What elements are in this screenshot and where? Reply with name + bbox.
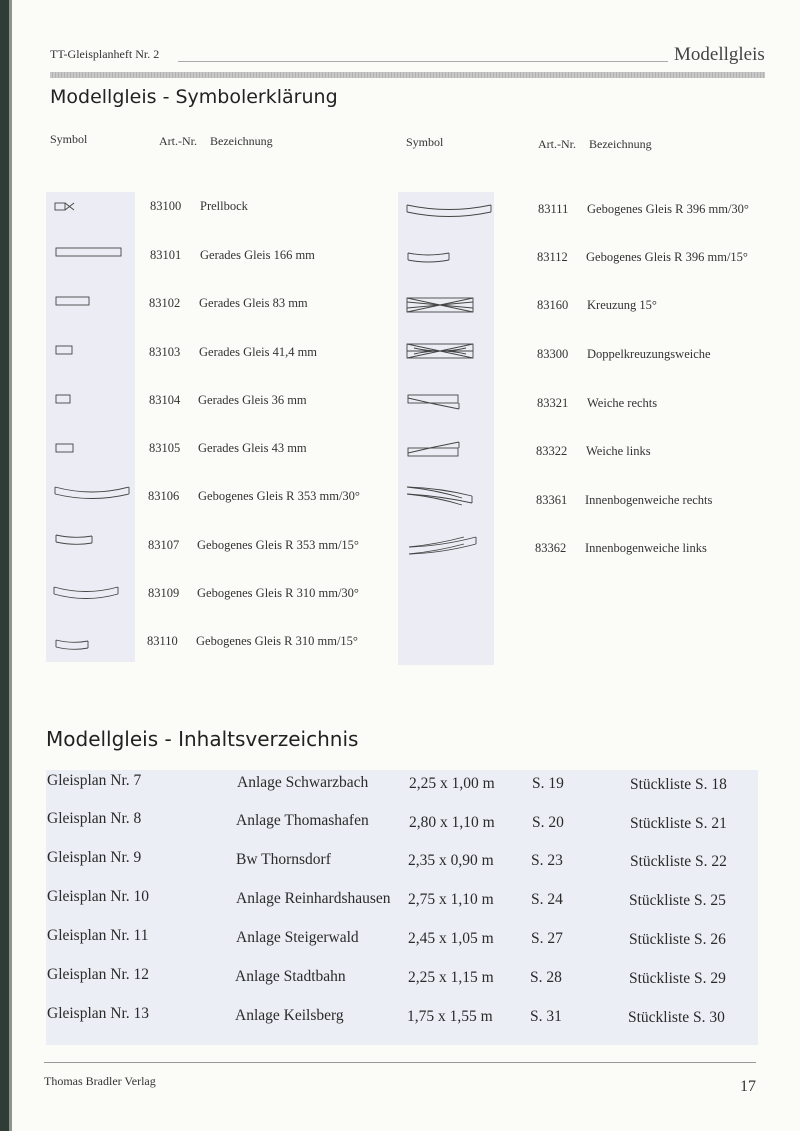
book-spine xyxy=(0,0,9,1131)
straight-track-icon xyxy=(55,295,91,309)
art-nr: 83101 xyxy=(150,248,182,262)
bezeichnung: Doppelkreuzungsweiche xyxy=(587,347,711,361)
toc-parts-list: Stückliste S. 26 xyxy=(629,931,726,948)
toc-plan: Gleisplan Nr. 9 xyxy=(47,849,142,866)
toc-parts-list: Stückliste S. 18 xyxy=(630,776,727,793)
toc-name: Anlage Stadtbahn xyxy=(235,968,346,985)
bezeichnung: Gebogenes Gleis R 310 mm/30° xyxy=(197,586,359,600)
toc-name: Anlage Keilsberg xyxy=(235,1007,344,1024)
bezeichnung: Innenbogenweiche rechts xyxy=(585,493,713,507)
art-nr: 83104 xyxy=(149,393,181,407)
bezeichnung: Gebogenes Gleis R 396 mm/15° xyxy=(586,250,748,264)
art-nr: 83112 xyxy=(537,250,568,264)
toc-name: Anlage Thomashafen xyxy=(236,812,369,829)
curved-track-icon xyxy=(53,583,121,603)
crossing-icon xyxy=(406,296,476,316)
bezeichnung: Gerades Gleis 36 mm xyxy=(198,393,307,407)
straight-track-icon xyxy=(55,442,75,456)
straight-track-icon xyxy=(55,246,123,260)
toc-size: 2,45 x 1,05 m xyxy=(408,930,494,947)
page-number: 17 xyxy=(740,1078,756,1095)
toc-section-title: Modellgleis - Inhaltsverzeichnis xyxy=(46,727,359,751)
bezeichnung: Gebogenes Gleis R 353 mm/30° xyxy=(198,489,360,503)
toc-parts-list: Stückliste S. 25 xyxy=(629,892,726,909)
bezeichnung: Innenbogenweiche links xyxy=(585,541,707,555)
toc-page: S. 20 xyxy=(532,814,564,831)
toc-size: 2,25 x 1,00 m xyxy=(409,775,495,792)
curved-track-icon xyxy=(55,532,95,548)
header-left-title: TT-Gleisplanheft Nr. 2 xyxy=(50,47,160,61)
col-header-artnr-right: Art.-Nr. xyxy=(538,137,576,151)
toc-parts-list: Stückliste S. 21 xyxy=(630,815,727,832)
bezeichnung: Gebogenes Gleis R 396 mm/30° xyxy=(587,202,749,216)
art-nr: 83105 xyxy=(149,441,181,455)
toc-size: 1,75 x 1,55 m xyxy=(407,1008,493,1025)
header-right-title: Modellgleis xyxy=(674,44,765,65)
art-nr: 83322 xyxy=(536,444,568,458)
curved-track-icon xyxy=(407,250,453,266)
toc-name: Anlage Steigerwald xyxy=(236,929,359,946)
footer-rule xyxy=(44,1062,756,1063)
art-nr: 83100 xyxy=(150,199,182,213)
toc-plan: Gleisplan Nr. 8 xyxy=(47,810,142,827)
header-bar xyxy=(50,72,765,78)
art-nr: 83362 xyxy=(535,541,567,555)
curved-track-icon xyxy=(55,637,91,653)
left-turnout-icon xyxy=(407,440,463,460)
curved-track-icon xyxy=(406,202,494,220)
art-nr: 83300 xyxy=(537,347,569,361)
buffer-stop-icon xyxy=(54,200,76,214)
toc-name: Anlage Schwarzbach xyxy=(237,774,369,791)
art-nr: 83321 xyxy=(537,396,569,410)
col-header-artnr-left: Art.-Nr. xyxy=(159,134,197,148)
toc-name: Bw Thornsdorf xyxy=(236,851,331,868)
toc-page: S. 27 xyxy=(531,930,563,947)
curved-right-turnout-icon xyxy=(406,484,476,510)
bezeichnung: Gebogenes Gleis R 310 mm/15° xyxy=(196,634,358,648)
art-nr: 83103 xyxy=(149,345,181,359)
bezeichnung: Weiche links xyxy=(586,444,651,458)
toc-page: S. 28 xyxy=(530,969,562,986)
art-nr: 83106 xyxy=(148,489,180,503)
toc-name: Anlage Reinhardshausen xyxy=(236,890,391,907)
curved-left-turnout-icon xyxy=(408,534,480,560)
art-nr: 83102 xyxy=(149,296,181,310)
bezeichnung: Gebogenes Gleis R 353 mm/15° xyxy=(197,538,359,552)
toc-size: 2,75 x 1,10 m xyxy=(408,891,494,908)
art-nr: 83160 xyxy=(537,298,569,312)
bezeichnung: Weiche rechts xyxy=(587,396,658,410)
toc-page: S. 23 xyxy=(531,852,563,869)
art-nr: 83107 xyxy=(148,538,180,552)
col-header-bez-left: Bezeichnung xyxy=(210,134,273,148)
toc-size: 2,35 x 0,90 m xyxy=(408,852,494,869)
art-nr: 83110 xyxy=(147,634,178,648)
curved-track-icon xyxy=(54,482,132,502)
toc-size: 2,80 x 1,10 m xyxy=(409,814,495,831)
right-turnout-icon xyxy=(407,392,463,412)
toc-plan: Gleisplan Nr. 7 xyxy=(47,772,142,789)
toc-parts-list: Stückliste S. 22 xyxy=(630,853,727,870)
bezeichnung: Prellbock xyxy=(200,199,248,213)
toc-plan: Gleisplan Nr. 11 xyxy=(47,927,149,944)
bezeichnung: Gerades Gleis 166 mm xyxy=(200,248,315,262)
header-rule xyxy=(178,61,668,62)
footer-publisher: Thomas Bradler Verlag xyxy=(44,1074,156,1088)
toc-plan: Gleisplan Nr. 10 xyxy=(47,888,150,905)
art-nr: 83361 xyxy=(536,493,568,507)
toc-page: S. 19 xyxy=(532,775,564,792)
col-header-bez-right: Bezeichnung xyxy=(589,137,652,151)
bezeichnung: Gerades Gleis 43 mm xyxy=(198,441,307,455)
bezeichnung: Gerades Gleis 41,4 mm xyxy=(199,345,318,359)
bezeichnung: Kreuzung 15° xyxy=(587,298,657,312)
toc-parts-list: Stückliste S. 30 xyxy=(628,1009,725,1026)
book-spine-edge xyxy=(9,0,12,1131)
straight-track-icon xyxy=(55,344,75,358)
toc-plan: Gleisplan Nr. 12 xyxy=(47,966,150,983)
art-nr: 83109 xyxy=(148,586,180,600)
art-nr: 83111 xyxy=(538,202,569,216)
symbol-section-title: Modellgleis - Symbolerklärung xyxy=(50,86,338,108)
toc-page: S. 31 xyxy=(530,1008,562,1025)
col-header-symbol-left: Symbol xyxy=(50,132,88,146)
bezeichnung: Gerades Gleis 83 mm xyxy=(199,296,308,310)
straight-track-icon xyxy=(55,393,73,407)
double-slip-switch-icon xyxy=(406,342,476,362)
toc-plan: Gleisplan Nr. 13 xyxy=(47,1005,150,1022)
col-header-symbol-right: Symbol xyxy=(406,135,444,149)
toc-parts-list: Stückliste S. 29 xyxy=(629,970,726,987)
toc-page: S. 24 xyxy=(531,891,563,908)
toc-size: 2,25 x 1,15 m xyxy=(408,969,494,986)
